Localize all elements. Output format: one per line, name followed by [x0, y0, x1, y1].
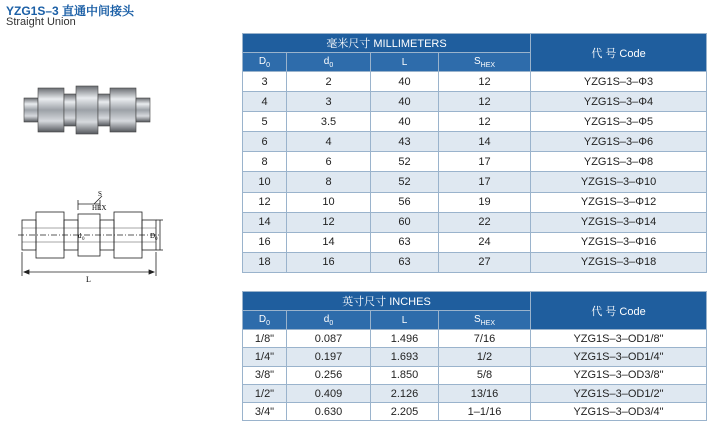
cell-d0: 0.087 — [287, 330, 371, 348]
cell-d0: 18 — [243, 252, 287, 272]
cell-l: 1.693 — [371, 348, 439, 366]
cell-l: 40 — [371, 72, 439, 92]
mm-col-D0: $D_0$ — [243, 53, 287, 72]
cell-d0: 12 — [243, 192, 287, 212]
cell-d0: 14 — [243, 212, 287, 232]
cell-d0: 0.409 — [287, 384, 371, 402]
table-row — [243, 212, 707, 232]
cell-s: 12 — [439, 92, 531, 112]
table-row — [243, 232, 707, 252]
cell-d0: 3 — [287, 92, 371, 112]
cell-d0: 5 — [243, 112, 287, 132]
cell-d0: 10 — [243, 172, 287, 192]
cell-code: YZG1S–3–OD3/8" — [531, 366, 707, 384]
cell-d0: 16 — [243, 232, 287, 252]
cell-l: 63 — [371, 232, 439, 252]
cell-d0: 10 — [287, 192, 371, 212]
drawing-label-D0-sub: 0 — [155, 237, 158, 242]
cell-code: YZG1S–3–Φ10 — [531, 172, 707, 192]
table-row — [243, 152, 707, 172]
cell-code: YZG1S–3–OD3/4" — [531, 403, 707, 421]
table-row — [243, 132, 707, 152]
cell-d0: 1/4" — [243, 348, 287, 366]
cell-l: 40 — [371, 112, 439, 132]
cell-s: 1/2 — [439, 348, 531, 366]
cell-l: 1.850 — [371, 366, 439, 384]
cell-s: 5/8 — [439, 366, 531, 384]
cell-d0: 3 — [243, 72, 287, 92]
cell-code: YZG1S–3–Φ12 — [531, 192, 707, 212]
in-group-header: 英寸尺寸 INCHES — [243, 292, 531, 311]
drawing-label-D0: D — [150, 232, 156, 240]
fitting-drawing — [14, 190, 164, 286]
fitting-photo — [22, 80, 152, 140]
mm-code-header: 代 号 Code — [531, 34, 707, 72]
table-row — [243, 172, 707, 192]
in-col-S: $S_{HEX}$ — [439, 311, 531, 330]
cell-l: 52 — [371, 172, 439, 192]
mm-col-L: L — [371, 53, 439, 72]
cell-l: 40 — [371, 92, 439, 112]
millimeter-table — [242, 33, 707, 273]
cell-s: 27 — [439, 252, 531, 272]
cell-d0: 6 — [243, 132, 287, 152]
table-row — [243, 403, 707, 421]
cell-code: YZG1S–3–Φ6 — [531, 132, 707, 152]
cell-d0: 4 — [243, 92, 287, 112]
table-row — [243, 330, 707, 348]
cell-code: YZG1S–3–OD1/2" — [531, 384, 707, 402]
cell-code: YZG1S–3–Φ8 — [531, 152, 707, 172]
page-title: YZG1S–3 直通中间接头 — [6, 4, 135, 18]
cell-s: 13/16 — [439, 384, 531, 402]
cell-d0: 3/8" — [243, 366, 287, 384]
cell-l: 56 — [371, 192, 439, 212]
mm-col-S: $S_{HEX}$ — [439, 53, 531, 72]
cell-l: 2.126 — [371, 384, 439, 402]
cell-l: 2.205 — [371, 403, 439, 421]
cell-d0: 16 — [287, 252, 371, 272]
cell-d0: 3/4" — [243, 403, 287, 421]
mm-table-body — [243, 72, 707, 273]
cell-code: YZG1S–3–Φ5 — [531, 112, 707, 132]
cell-d0: 8 — [287, 172, 371, 192]
cell-d0: 14 — [287, 232, 371, 252]
table-row — [243, 192, 707, 212]
cell-s: 17 — [439, 152, 531, 172]
table-row — [243, 112, 707, 132]
in-table-body — [243, 330, 707, 421]
cell-code: YZG1S–3–Φ4 — [531, 92, 707, 112]
page-subtitle: Straight Union — [6, 16, 76, 28]
inch-table — [242, 291, 707, 421]
cell-l: 1.496 — [371, 330, 439, 348]
table-row — [243, 92, 707, 112]
drawing-label-d0: d — [78, 232, 82, 240]
in-col-d0: $d_0$ — [287, 311, 371, 330]
cell-s: 12 — [439, 112, 531, 132]
drawing-label-l: L — [86, 275, 91, 284]
cell-d0: 4 — [287, 132, 371, 152]
cell-d0: 3.5 — [287, 112, 371, 132]
cell-l: 60 — [371, 212, 439, 232]
cell-l: 52 — [371, 152, 439, 172]
cell-code: YZG1S–3–Φ3 — [531, 72, 707, 92]
table-row — [243, 252, 707, 272]
drawing-label-d0-sub: 0 — [82, 237, 85, 242]
cell-d0: 12 — [287, 212, 371, 232]
cell-d0: 0.256 — [287, 366, 371, 384]
table-row — [243, 366, 707, 384]
cell-s: 22 — [439, 212, 531, 232]
cell-s: 7/16 — [439, 330, 531, 348]
cell-l: 63 — [371, 252, 439, 272]
in-code-header: 代 号 Code — [531, 292, 707, 330]
drawing-label-s: S — [98, 190, 102, 198]
in-col-L: L — [371, 311, 439, 330]
cell-d0: 1/2" — [243, 384, 287, 402]
cell-d0: 2 — [287, 72, 371, 92]
cell-code: YZG1S–3–Φ16 — [531, 232, 707, 252]
cell-d0: 1/8" — [243, 330, 287, 348]
cell-s: 24 — [439, 232, 531, 252]
cell-code: YZG1S–3–Φ18 — [531, 252, 707, 272]
cell-s: 19 — [439, 192, 531, 212]
cell-d0: 0.197 — [287, 348, 371, 366]
cell-code: YZG1S–3–Φ14 — [531, 212, 707, 232]
cell-s: 14 — [439, 132, 531, 152]
cell-d0: 0.630 — [287, 403, 371, 421]
cell-code: YZG1S–3–OD1/8" — [531, 330, 707, 348]
cell-s: 17 — [439, 172, 531, 192]
cell-code: YZG1S–3–OD1/4" — [531, 348, 707, 366]
cell-d0: 6 — [287, 152, 371, 172]
table-row — [243, 348, 707, 366]
cell-d0: 8 — [243, 152, 287, 172]
table-row — [243, 384, 707, 402]
cell-l: 43 — [371, 132, 439, 152]
cell-s: 1–1/16 — [439, 403, 531, 421]
mm-group-header: 毫米尺寸 MILLIMETERS — [243, 34, 531, 53]
drawing-label-hex: HEX — [92, 204, 107, 212]
table-row — [243, 72, 707, 92]
mm-col-d0: $d_0$ — [287, 53, 371, 72]
cell-s: 12 — [439, 72, 531, 92]
in-col-D0: $D_0$ — [243, 311, 287, 330]
